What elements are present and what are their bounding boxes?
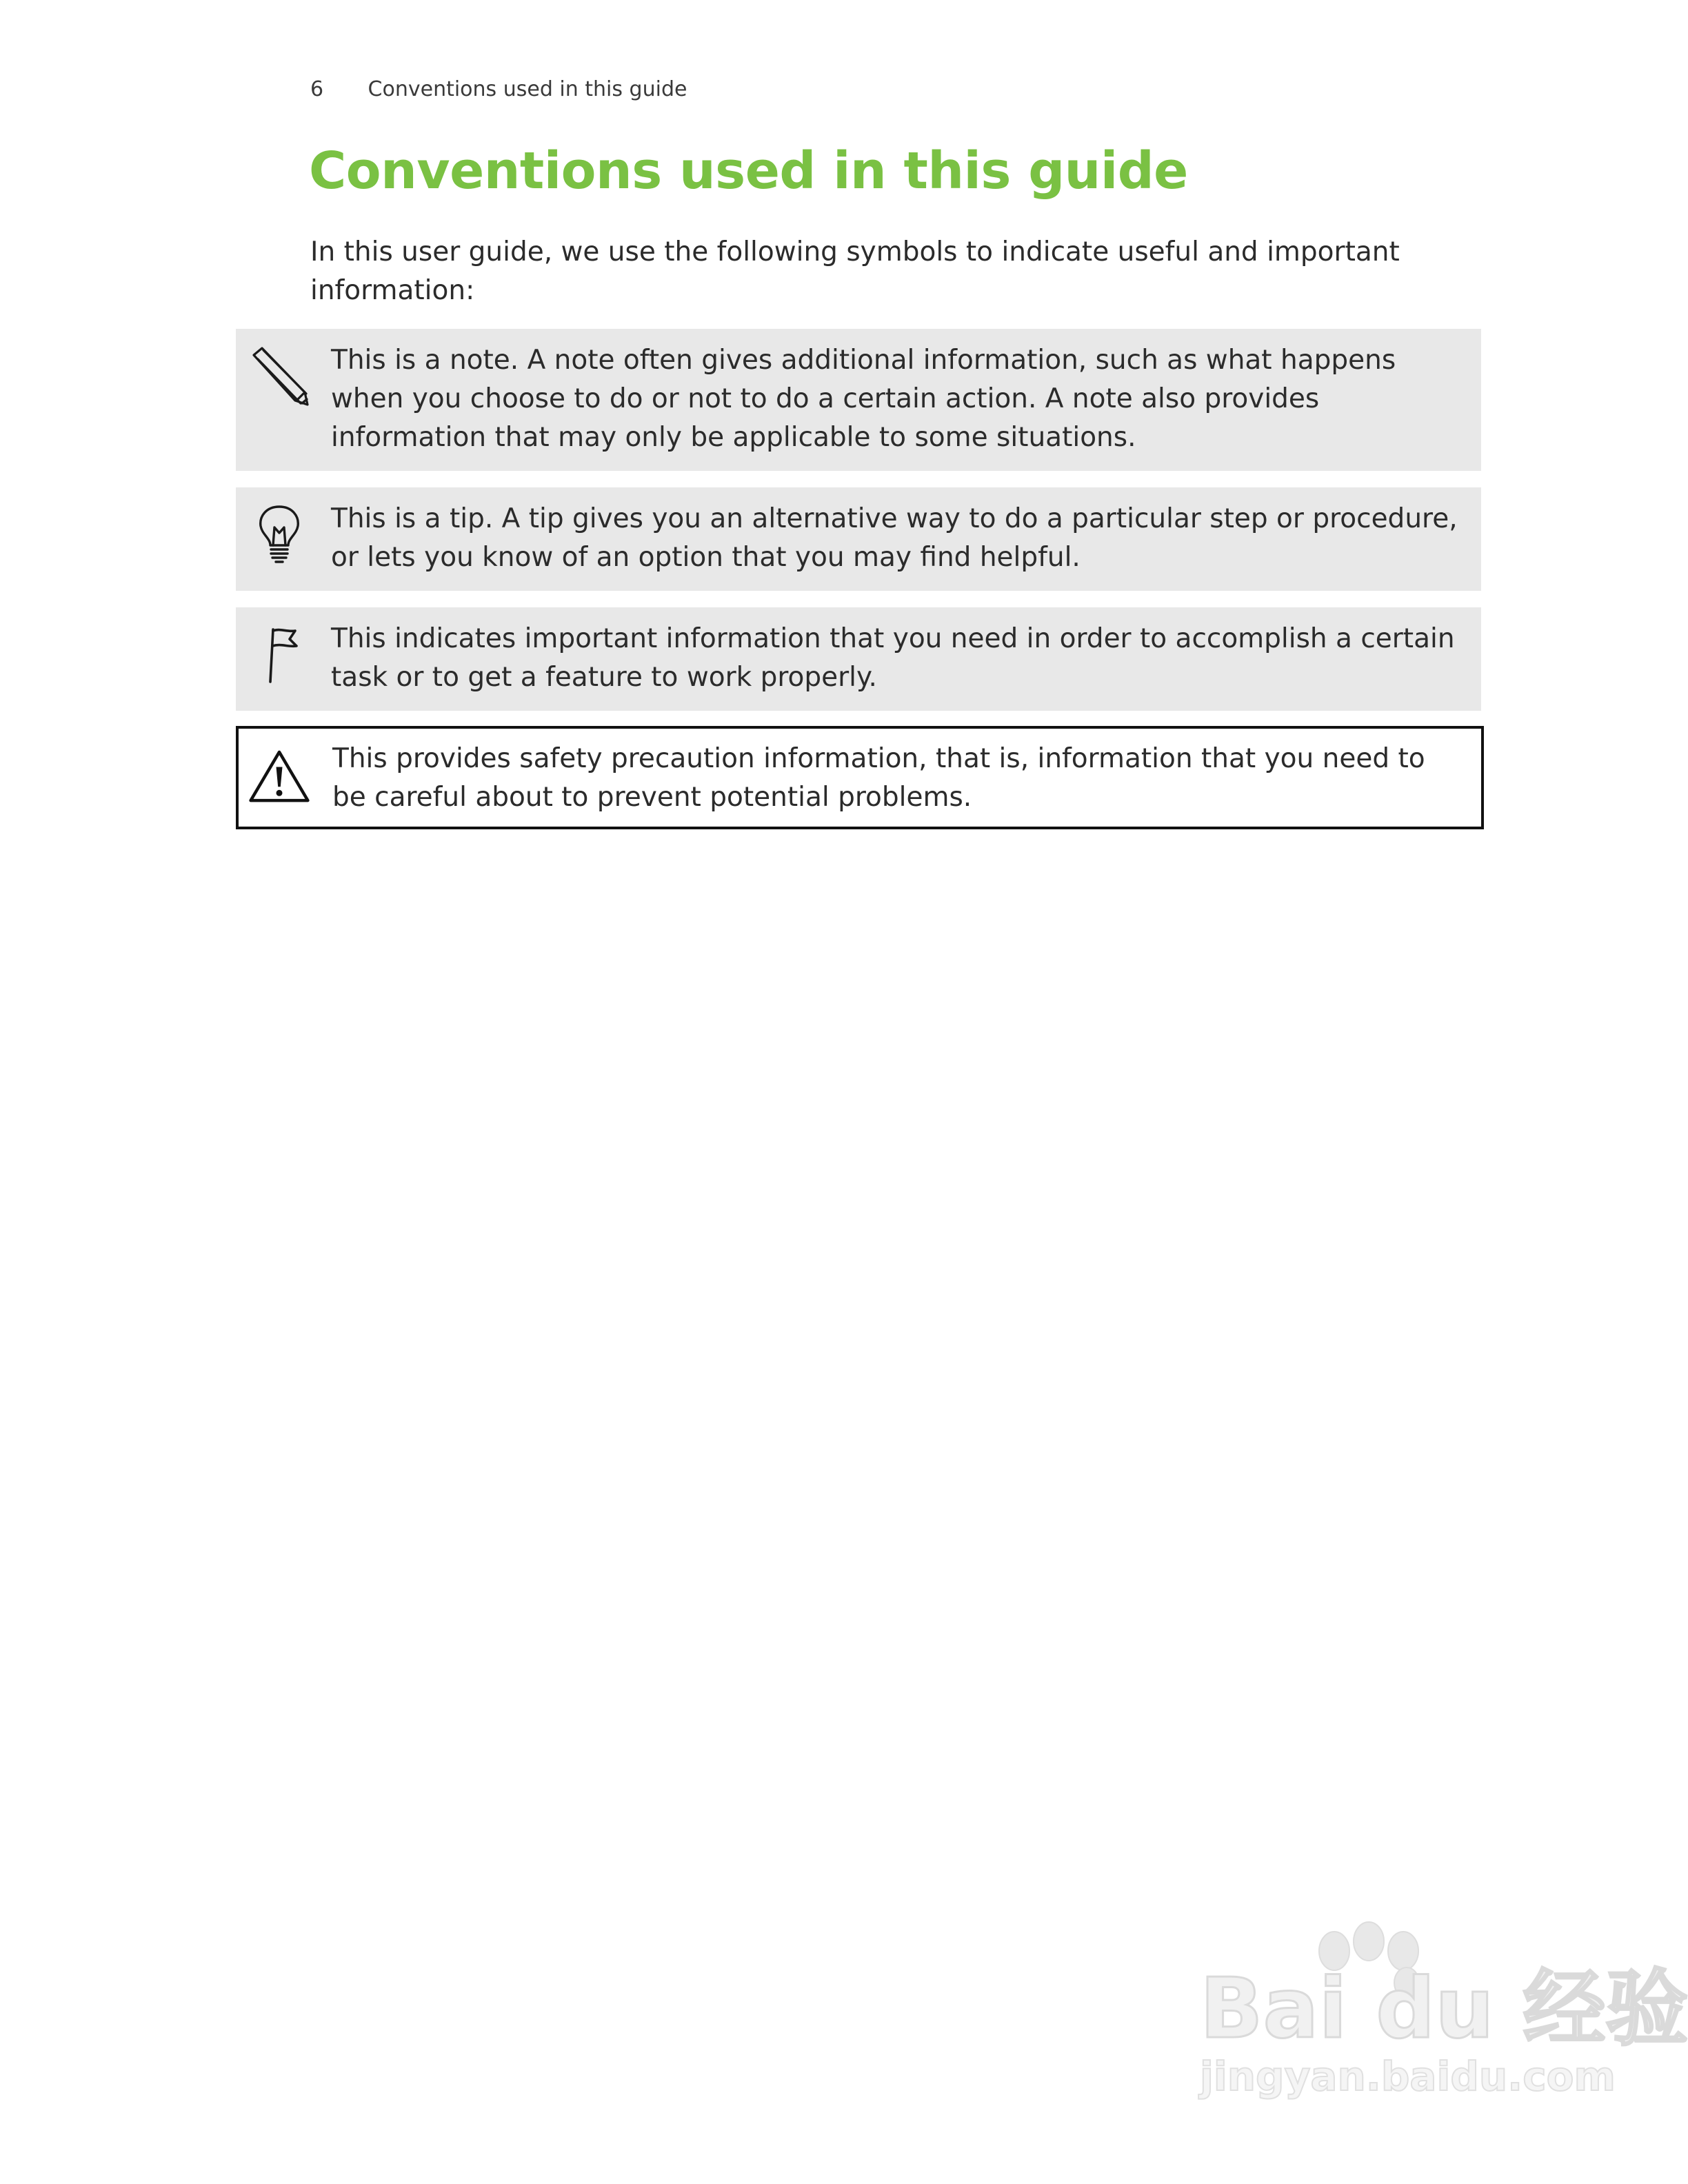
- watermark-brand: Bai du 经验: [1200, 1961, 1688, 2057]
- intro-paragraph: In this user guide, we use the following symbols to indicate useful and important information:: [310, 236, 1400, 306]
- note-text: This is a note. A note often gives additional information, such as what happens when you choose to do or not to do a certain action. A note also provides information that may only be applicable to some situations.: [331, 345, 1396, 453]
- warning-text: This provides safety precaution information, that is, information that you need to be careful about to prevent potential problems.: [332, 743, 1425, 813]
- lightbulb-icon: [248, 504, 310, 566]
- tip-callout: [236, 487, 1481, 591]
- note-callout: [236, 329, 1481, 471]
- running-header: [310, 77, 687, 101]
- flag-icon: [248, 624, 310, 686]
- pencil-icon: [248, 345, 310, 407]
- page-number: 6: [310, 77, 324, 101]
- running-title: Conventions used in this guide: [368, 77, 687, 101]
- important-callout: [236, 607, 1481, 711]
- page-title: Conventions used in this guide: [309, 141, 1188, 201]
- warning-triangle-icon: [248, 745, 310, 807]
- important-text: This indicates important information that you need in order to accomplish a certain task or to get a feature to work properly.: [331, 623, 1455, 693]
- watermark-url: jingyan.baidu.com: [1200, 2053, 1616, 2100]
- tip-text: This is a tip. A tip gives you an alternative way to do a particular step or procedure, or lets you know of an option that you may find helpful.: [331, 503, 1458, 573]
- baidu-watermark: [1186, 1917, 1688, 2100]
- warning-callout: [236, 726, 1484, 829]
